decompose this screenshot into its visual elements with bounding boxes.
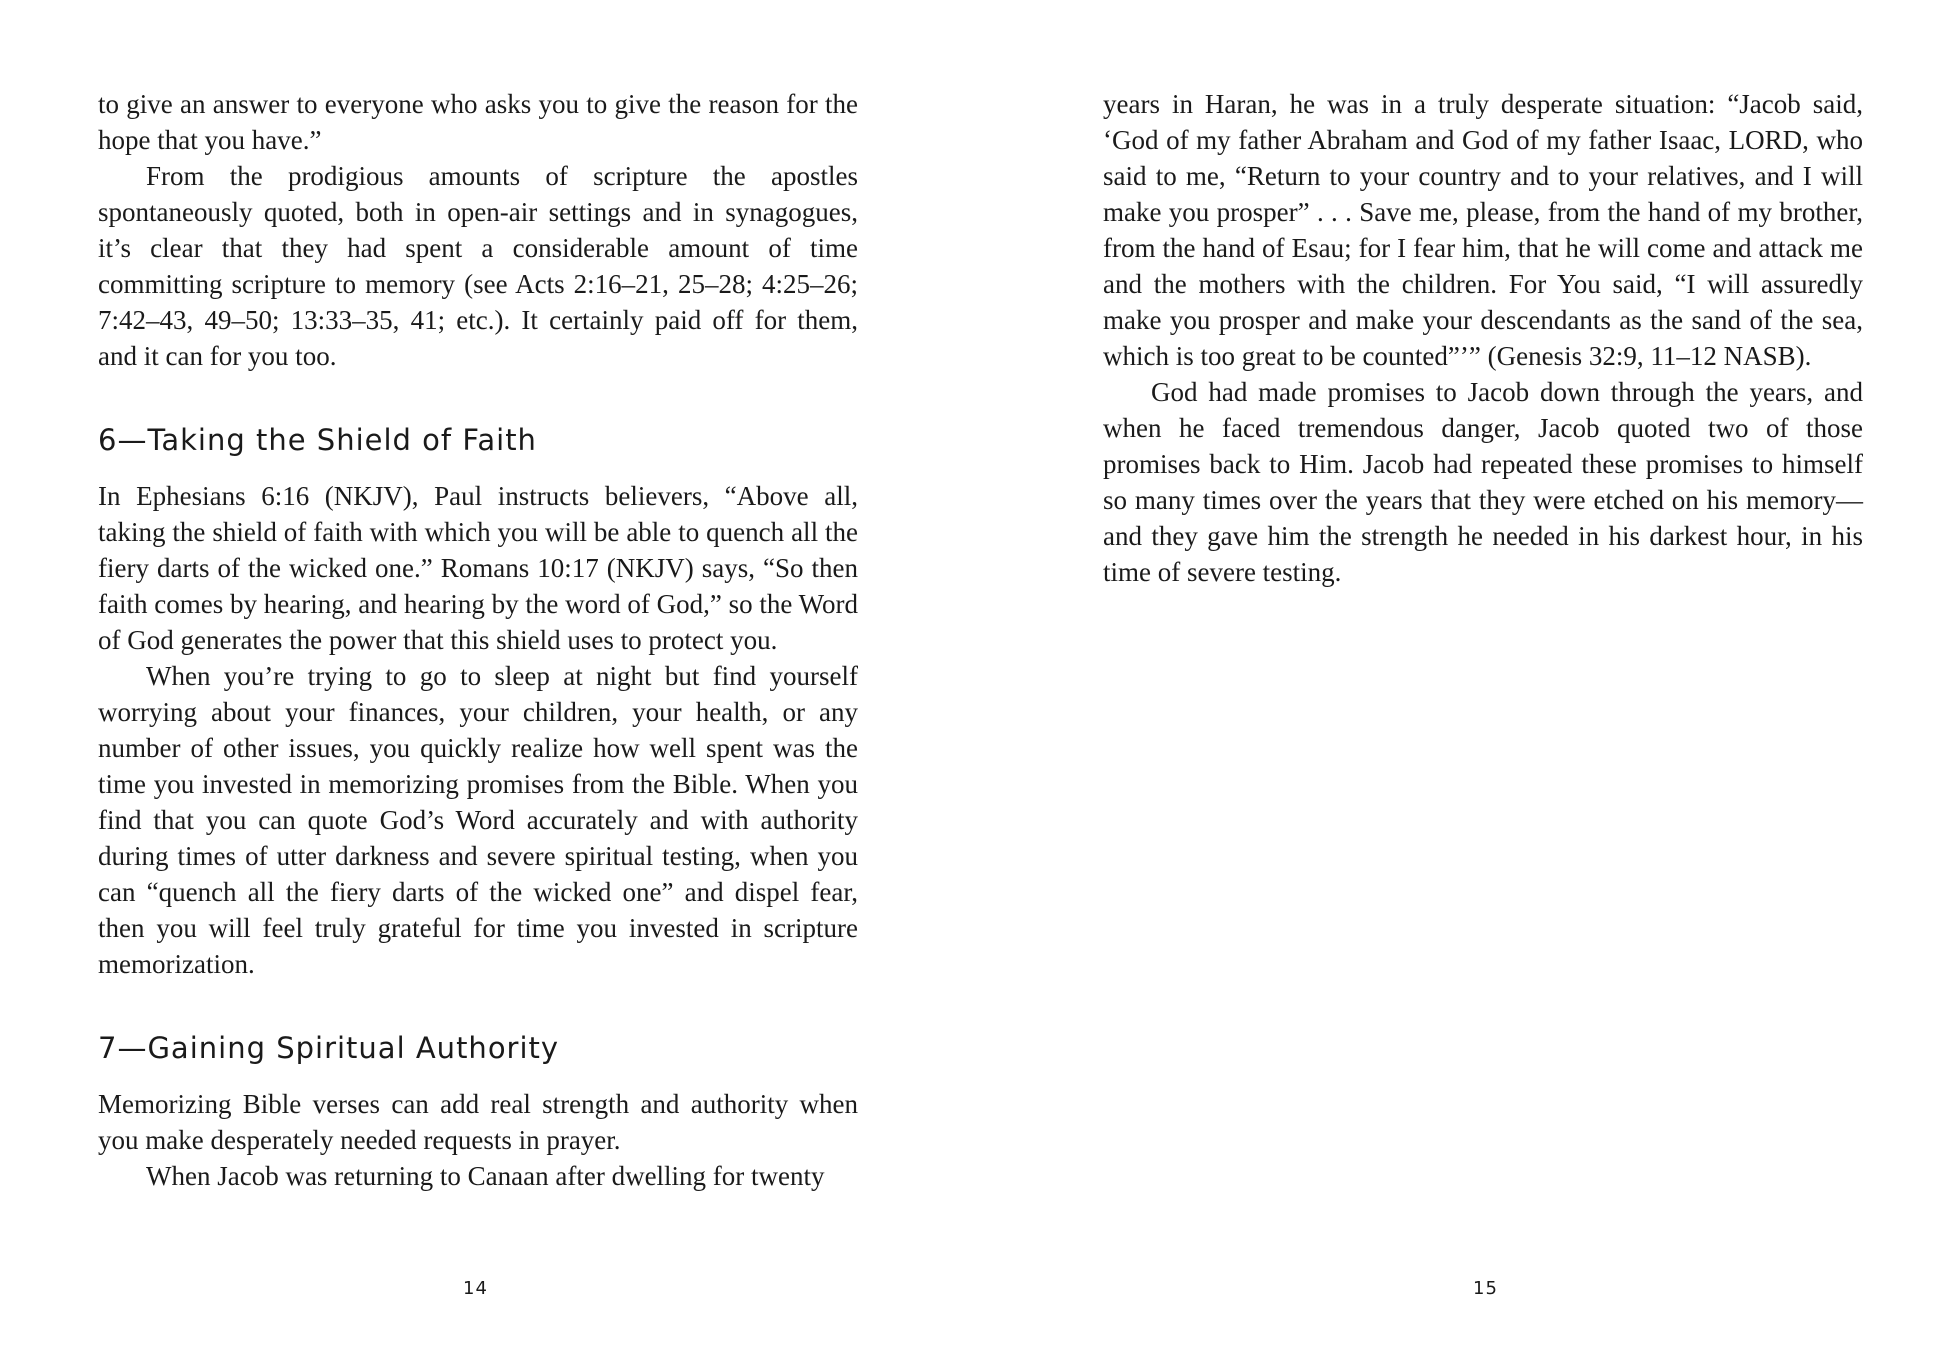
right-page bbox=[973, 0, 1946, 1362]
page-number: 15 bbox=[1473, 1278, 1498, 1299]
paragraph: to give an answer to everyone who asks you to give the reason for the hope that you have.” bbox=[98, 89, 858, 155]
paragraph: years in Haran, he was in a truly desperate situation: “Jacob said, ‘God of my father Abraham and God of my father Isaac, LORD, who said to me, “Return to your country and to your relatives, and I will make you prosper” . . . Save me, please, from the hand of my brother, from the hand of Esau; for I fear him, that he will come and attack me and the mothers with the children. For You said, “I will assuredly make you prosper and make your descendants as the sand of the sea, which is too great to be counted”’” (Genesis 32:9, 11–12 NASB). bbox=[1103, 89, 1863, 371]
left-page-text-column bbox=[98, 86, 858, 1194]
paragraph: Memorizing Bible verses can add real strength and authority when you make desperately needed requests in prayer. bbox=[98, 1089, 858, 1155]
section-heading: 6—Taking the Shield of Faith bbox=[98, 423, 537, 457]
page-number: 14 bbox=[463, 1278, 488, 1299]
paragraph: From the prodigious amounts of scripture the apostles spontaneously quoted, both in open-air settings and in synagogues, it’s clear that they had spent a considerable amount of time committing scripture to memory (see Acts 2:16–21, 25–28; 4:25–26; 7:42–43, 49–50; 13:33–35, 41; etc.). It certainly paid off for them, and it can for you too. bbox=[98, 161, 858, 371]
right-page-text-column bbox=[1103, 86, 1863, 590]
paragraph: God had made promises to Jacob down through the years, and when he faced tremendous danger, Jacob quoted two of those promises back to Him. Jacob had repeated these promises to himself so many times over the years that they were etched on his memory—and they gave him the strength he needed in his darkest hour, in his time of severe testing. bbox=[1103, 377, 1863, 587]
paragraph: When Jacob was returning to Canaan after dwelling for twenty bbox=[146, 1161, 825, 1191]
paragraph: In Ephesians 6:16 (NKJV), Paul instructs believers, “Above all, taking the shield of faith with which you will be able to quench all the fiery darts of the wicked one.” Romans 10:17 (NKJV) says, “So then faith comes by hearing, and hearing by the word of God,” so the Word of God generates the power that this shield uses to protect you. bbox=[98, 481, 858, 655]
section-heading: 7—Gaining Spiritual Authority bbox=[98, 1031, 560, 1065]
paragraph: When you’re trying to go to sleep at night but find yourself worrying about your finances, your children, your health, or any number of other issues, you quickly realize how well spent was the time you invested in memorizing promises from the Bible. When you find that you can quote God’s Word accurately and with authority during times of utter darkness and severe spiritual testing, when you can “quench all the fiery darts of the wicked one” and dispel fear, then you will feel truly grateful for time you invested in scripture memorization. bbox=[98, 661, 858, 979]
